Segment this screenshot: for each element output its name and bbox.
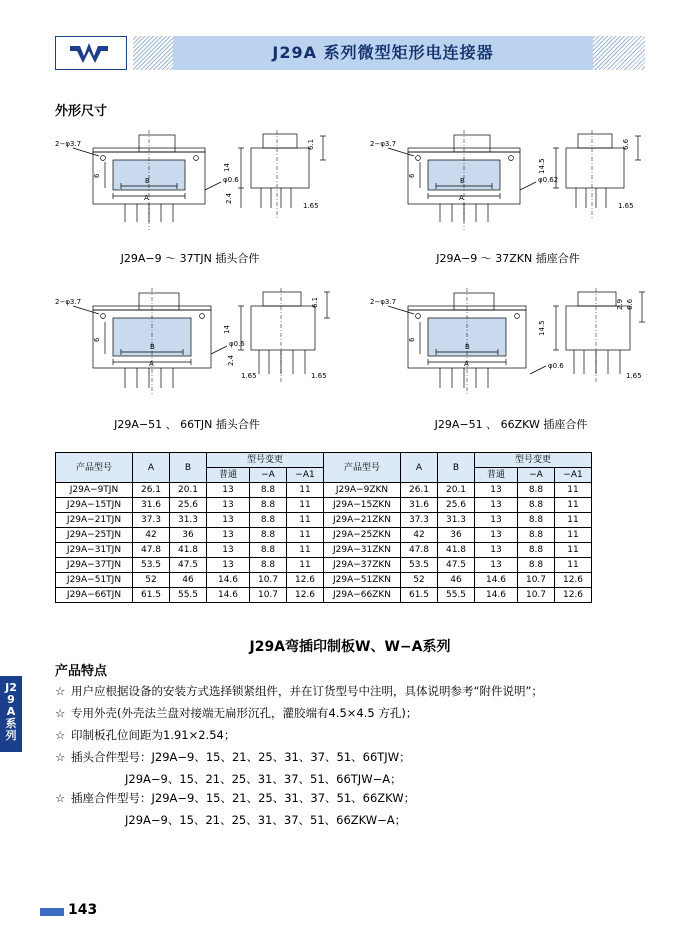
cell-dasha-left: 8.8	[250, 498, 287, 513]
th-dasha-right: −A	[518, 468, 555, 483]
list-item	[55, 704, 655, 723]
figure-2-caption: J29A−9 ～ 37ZKN 插座合件	[436, 252, 580, 265]
section-title-w-series: J29A弯插印制板W、W−A系列	[249, 639, 451, 655]
cell-dasha1-right: 12.6	[555, 588, 592, 603]
figure-4-caption: J29A−51 、 66ZKW 插座合件	[434, 418, 588, 431]
svg-text:φ0.6: φ0.6	[548, 362, 564, 370]
svg-text:A: A	[464, 360, 469, 368]
cell-normal-left: 13	[207, 543, 250, 558]
svg-text:14.5: 14.5	[538, 320, 546, 336]
list-item	[55, 748, 655, 767]
cell-a-left: 47.8	[133, 543, 170, 558]
cell-dasha1-right: 11	[555, 543, 592, 558]
cell-b-right: 55.5	[438, 588, 475, 603]
table-header-row-1	[56, 453, 592, 468]
cell-dasha1-left: 11	[287, 483, 324, 498]
svg-text:2.9: 2.9	[616, 298, 624, 310]
cell-a-right: 31.6	[401, 498, 438, 513]
th-a-right: A	[401, 453, 438, 483]
cell-dasha1-right: 11	[555, 513, 592, 528]
cell-a-left: 26.1	[133, 483, 170, 498]
table-row	[56, 543, 592, 558]
cell-dasha-left: 10.7	[250, 588, 287, 603]
cell-model-right: J29A−37ZKN	[324, 558, 401, 573]
cell-model-left: J29A−51TJN	[56, 573, 133, 588]
cell-normal-left: 14.6	[207, 588, 250, 603]
th-model-left: 产品型号	[56, 453, 133, 483]
cell-normal-left: 13	[207, 528, 250, 543]
svg-text:6: 6	[408, 173, 416, 178]
cell-model-left: J29A−15TJN	[56, 498, 133, 513]
cell-normal-right: 13	[475, 528, 518, 543]
svg-text:1.65: 1.65	[241, 372, 257, 380]
svg-text:2.4: 2.4	[227, 354, 235, 366]
cell-a-left: 52	[133, 573, 170, 588]
th-dasha-left: −A	[250, 468, 287, 483]
section-title-outline: 外形尺寸	[55, 104, 108, 119]
cell-dasha1-right: 11	[555, 528, 592, 543]
page-header	[55, 36, 645, 70]
svg-text:1.65: 1.65	[303, 202, 319, 210]
list-item	[55, 726, 655, 745]
cell-b-right: 36	[438, 528, 475, 543]
figure-3-caption: J29A−51 、 66TJN 插头合件	[114, 418, 260, 431]
table-row	[56, 588, 592, 603]
svg-text:6: 6	[93, 173, 101, 178]
cell-normal-right: 13	[475, 543, 518, 558]
page-number: 143	[68, 902, 98, 918]
cell-dasha1-right: 11	[555, 498, 592, 513]
cell-normal-right: 13	[475, 513, 518, 528]
cell-model-left: J29A−66TJN	[56, 588, 133, 603]
cell-b-right: 47.5	[438, 558, 475, 573]
cell-a-left: 31.6	[133, 498, 170, 513]
cell-b-left: 25.6	[170, 498, 207, 513]
svg-text:6.1: 6.1	[307, 138, 315, 150]
svg-text:φ0.62: φ0.62	[538, 176, 559, 184]
cell-normal-left: 13	[207, 498, 250, 513]
cell-model-right: J29A−51ZKN	[324, 573, 401, 588]
cell-dasha1-left: 11	[287, 558, 324, 573]
list-item	[55, 789, 655, 808]
star-icon: ☆	[55, 684, 66, 698]
cell-normal-left: 14.6	[207, 573, 250, 588]
th-a-left: A	[133, 453, 170, 483]
cell-dasha-left: 8.8	[250, 543, 287, 558]
cell-model-right: J29A−15ZKN	[324, 498, 401, 513]
table-row	[56, 528, 592, 543]
cell-a-left: 42	[133, 528, 170, 543]
cell-model-right: J29A−25ZKN	[324, 528, 401, 543]
cell-model-left: J29A−25TJN	[56, 528, 133, 543]
cell-normal-right: 13	[475, 558, 518, 573]
figure-1-caption: J29A−9 ～ 37TJN 插头合件	[120, 252, 260, 265]
star-icon: ☆	[55, 728, 66, 742]
feature-subtext: J29A−9、15、21、25、31、37、51、66ZKW−A；	[125, 813, 407, 827]
cell-model-right: J29A−21ZKN	[324, 513, 401, 528]
features-list	[55, 682, 655, 830]
cell-b-right: 31.3	[438, 513, 475, 528]
svg-text:2−φ3.7: 2−φ3.7	[55, 140, 82, 148]
cell-dasha1-right: 12.6	[555, 573, 592, 588]
cell-b-right: 41.8	[438, 543, 475, 558]
cell-b-right: 20.1	[438, 483, 475, 498]
cell-a-left: 53.5	[133, 558, 170, 573]
svg-text:A: A	[144, 194, 149, 202]
cell-b-left: 20.1	[170, 483, 207, 498]
side-tab-series	[0, 676, 22, 752]
svg-text:A: A	[149, 360, 154, 368]
cell-b-left: 31.3	[170, 513, 207, 528]
cell-dasha-left: 10.7	[250, 573, 287, 588]
cell-normal-left: 13	[207, 513, 250, 528]
svg-text:14: 14	[223, 163, 231, 172]
svg-text:φ0.6: φ0.6	[223, 176, 239, 184]
cell-b-left: 47.5	[170, 558, 207, 573]
svg-text:B: B	[145, 177, 150, 185]
cell-dasha-right: 10.7	[518, 573, 555, 588]
svg-text:2−φ3.7: 2−φ3.7	[55, 298, 82, 306]
svg-text:14.5: 14.5	[538, 158, 546, 174]
cell-model-left: J29A−37TJN	[56, 558, 133, 573]
th-dasha1-left: −A1	[287, 468, 324, 483]
cell-a-left: 61.5	[133, 588, 170, 603]
cell-dasha-left: 8.8	[250, 513, 287, 528]
cell-dasha1-left: 11	[287, 498, 324, 513]
cell-b-left: 55.5	[170, 588, 207, 603]
th-change-right: 型号变更	[475, 453, 592, 468]
cell-dasha-right: 8.8	[518, 513, 555, 528]
cell-dasha1-left: 12.6	[287, 573, 324, 588]
cell-model-right: J29A−9ZKN	[324, 483, 401, 498]
cell-dasha-left: 8.8	[250, 528, 287, 543]
cell-dasha1-right: 11	[555, 483, 592, 498]
company-wave-logo-icon	[55, 36, 127, 70]
cell-b-right: 46	[438, 573, 475, 588]
cell-dasha-right: 10.7	[518, 588, 555, 603]
cell-model-left: J29A−9TJN	[56, 483, 133, 498]
svg-text:1.65: 1.65	[626, 372, 642, 380]
svg-text:6: 6	[408, 337, 416, 342]
table-row	[56, 498, 592, 513]
th-b-right: B	[438, 453, 475, 483]
cell-a-right: 61.5	[401, 588, 438, 603]
th-change-left: 型号变更	[207, 453, 324, 468]
cell-dasha1-right: 11	[555, 558, 592, 573]
cell-dasha1-left: 11	[287, 543, 324, 558]
table-body	[56, 483, 592, 603]
side-tab-label: J29A系列	[5, 681, 17, 742]
cell-b-right: 25.6	[438, 498, 475, 513]
cell-b-left: 46	[170, 573, 207, 588]
cell-dasha-right: 8.8	[518, 543, 555, 558]
feature-text: 专用外壳(外壳法兰盘对接端无扁形沉孔，灌胶端有4.5×4.5 方孔)；	[71, 706, 418, 720]
feature-text: 插头合件型号：J29A−9、15、21、25、31、37、51、66TJW；	[71, 750, 411, 764]
cell-a-left: 37.3	[133, 513, 170, 528]
cell-model-right: J29A−31ZKN	[324, 543, 401, 558]
cell-dasha1-left: 12.6	[287, 588, 324, 603]
cell-a-right: 47.8	[401, 543, 438, 558]
th-normal-right: 普通	[475, 468, 518, 483]
cell-a-right: 42	[401, 528, 438, 543]
star-icon: ☆	[55, 791, 66, 805]
svg-text:B: B	[150, 343, 155, 351]
list-item	[55, 682, 655, 701]
spec-table	[55, 452, 592, 603]
table-row	[56, 513, 592, 528]
feature-text: 插座合件型号：J29A−9、15、21、25、31、37、51、66ZKW；	[71, 791, 416, 805]
cell-dasha1-left: 11	[287, 513, 324, 528]
cell-model-left: J29A−21TJN	[56, 513, 133, 528]
cell-normal-left: 13	[207, 558, 250, 573]
th-normal-left: 普通	[207, 468, 250, 483]
svg-text:2−φ3.7: 2−φ3.7	[370, 298, 397, 306]
cell-dasha1-left: 11	[287, 528, 324, 543]
cell-normal-right: 13	[475, 498, 518, 513]
feature-text: 用户应根据设备的安装方式选择锁紧组件，并在订货型号中注明，具体说明参考“附件说明”；	[71, 684, 543, 698]
svg-text:1.65: 1.65	[618, 202, 634, 210]
table-row	[56, 483, 592, 498]
svg-text:B: B	[465, 343, 470, 351]
th-b-left: B	[170, 453, 207, 483]
svg-text:14: 14	[223, 325, 231, 334]
cell-normal-left: 13	[207, 483, 250, 498]
cell-a-right: 52	[401, 573, 438, 588]
cell-normal-right: 14.6	[475, 573, 518, 588]
cell-dasha-right: 8.8	[518, 558, 555, 573]
cell-model-right: J29A−66ZKN	[324, 588, 401, 603]
cell-normal-right: 13	[475, 483, 518, 498]
svg-text:6.6: 6.6	[622, 138, 630, 150]
cell-dasha-left: 8.8	[250, 558, 287, 573]
cell-a-right: 26.1	[401, 483, 438, 498]
cell-dasha-left: 8.8	[250, 483, 287, 498]
svg-text:6.6: 6.6	[626, 298, 634, 310]
cell-model-left: J29A−31TJN	[56, 543, 133, 558]
svg-text:6.1: 6.1	[311, 296, 319, 308]
figure-3-drawing	[55, 288, 345, 418]
cell-b-left: 41.8	[170, 543, 207, 558]
table-row	[56, 558, 592, 573]
svg-text:φ0.6: φ0.6	[229, 340, 245, 348]
star-icon: ☆	[55, 750, 66, 764]
section-title-features: 产品特点	[55, 664, 108, 679]
cell-a-right: 37.3	[401, 513, 438, 528]
cell-dasha-right: 8.8	[518, 528, 555, 543]
figure-2-drawing	[370, 130, 660, 250]
svg-text:2−φ3.7: 2−φ3.7	[370, 140, 397, 148]
feature-text: 印制板孔位间距为1.91×2.54；	[71, 728, 236, 742]
svg-text:2.4: 2.4	[225, 192, 233, 204]
cell-a-right: 53.5	[401, 558, 438, 573]
figure-1-drawing	[55, 130, 345, 250]
footer-decoration	[40, 908, 64, 916]
svg-text:6: 6	[93, 337, 101, 342]
cell-dasha-right: 8.8	[518, 483, 555, 498]
feature-subtext: J29A−9、15、21、25、31、37、51、66TJW−A；	[125, 772, 402, 786]
svg-text:A: A	[459, 194, 464, 202]
table-row	[56, 573, 592, 588]
figure-4-drawing	[370, 288, 660, 418]
th-model-right: 产品型号	[324, 453, 401, 483]
cell-dasha-right: 8.8	[518, 498, 555, 513]
star-icon: ☆	[55, 706, 66, 720]
cell-normal-right: 14.6	[475, 588, 518, 603]
page-title: J29A 系列微型矩形电连接器	[173, 36, 593, 70]
svg-text:B: B	[460, 177, 465, 185]
th-dasha1-right: −A1	[555, 468, 592, 483]
svg-text:1.65: 1.65	[311, 372, 327, 380]
cell-b-left: 36	[170, 528, 207, 543]
